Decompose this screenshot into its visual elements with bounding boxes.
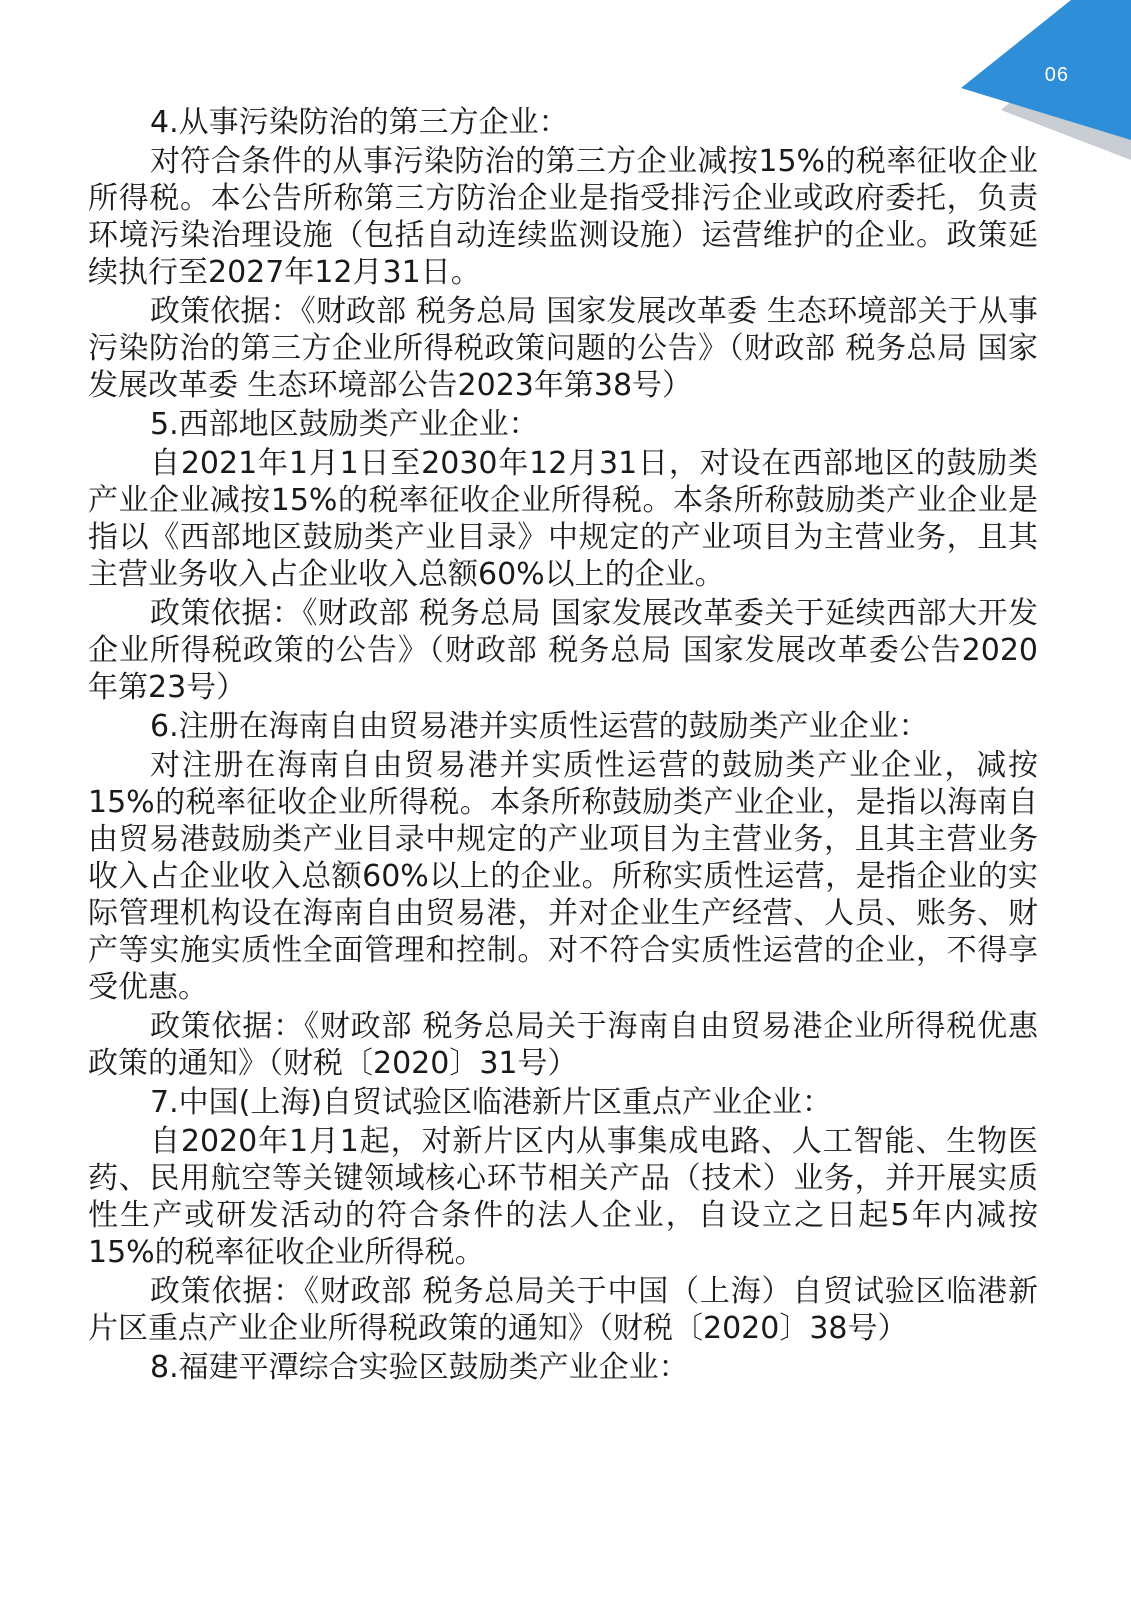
page-number: 06 xyxy=(1044,64,1069,86)
section-heading: 7.中国(上海)自贸试验区临港新片区重点产业企业： xyxy=(150,1085,833,1120)
policy-basis: 政策依据：《财政部 税务总局 国家发展改革委关于延续西部大开发企业所得税政策的公告》（财政部 税务总局 国家发展改革委公告2020年第23号） xyxy=(88,596,1038,705)
section-body: 自2020年1月1起，对新片区内从事集成电路、人工智能、生物医药、民用航空等关键领域核心环节相关产品（技术）业务，并开展实质性生产或研发活动的符合条件的法人企业，自设立之日起5年内减按15%的税率征收企业所得税。 xyxy=(88,1124,1038,1270)
section-heading: 5.西部地区鼓励类产业企业： xyxy=(150,407,539,442)
section-body: 对符合条件的从事污染防治的第三方企业减按15%的税率征收企业所得税。本公告所称第三方防治企业是指受排污企业或政府委托，负责环境污染治理设施（包括自动连续监测设施）运营维护的企业。政策延续执行至2027年12月31日。 xyxy=(88,144,1038,290)
document-body xyxy=(88,104,1038,1388)
section-heading: 8.福建平潭综合实验区鼓励类产业企业： xyxy=(150,1350,689,1385)
policy-basis: 政策依据：《财政部 税务总局 国家发展改革委 生态环境部关于从事污染防治的第三方企业所得税政策问题的公告》（财政部 税务总局 国家发展改革委 生态环境部公告2023年第38号） xyxy=(88,294,1038,403)
policy-basis: 政策依据：《财政部 税务总局关于海南自由贸易港企业所得税优惠政策的通知》（财税〔2020〕31号） xyxy=(88,1009,1038,1081)
section-body: 自2021年1月1日至2030年12月31日，对设在西部地区的鼓励类产业企业减按15%的税率征收企业所得税。本条所称鼓励类产业企业是指以《西部地区鼓励类产业目录》中规定的产业项目为主营业务，且其主营业务收入占企业收入总额60%以上的企业。 xyxy=(88,446,1038,592)
section-body: 对注册在海南自由贸易港并实质性运营的鼓励类产业企业，减按15%的税率征收企业所得税。本条所称鼓励类产业企业，是指以海南自由贸易港鼓励类产业目录中规定的产业项目为主营业务，且其主营业务收入占企业收入总额60%以上的企业。所称实质性运营，是指企业的实际管理机构设在海南自由贸易港，并对企业生产经营、人员、账务、财产等实施实质性全面管理和控制。对不符合实质性运营的企业，不得享受优惠。 xyxy=(88,748,1038,1005)
section-heading: 6.注册在海南自由贸易港并实质性运营的鼓励类产业企业： xyxy=(150,709,929,744)
policy-basis: 政策依据：《财政部 税务总局关于中国（上海）自贸试验区临港新片区重点产业企业所得税政策的通知》（财税〔2020〕38号） xyxy=(88,1274,1038,1346)
section-heading: 4.从事污染防治的第三方企业： xyxy=(150,105,569,140)
